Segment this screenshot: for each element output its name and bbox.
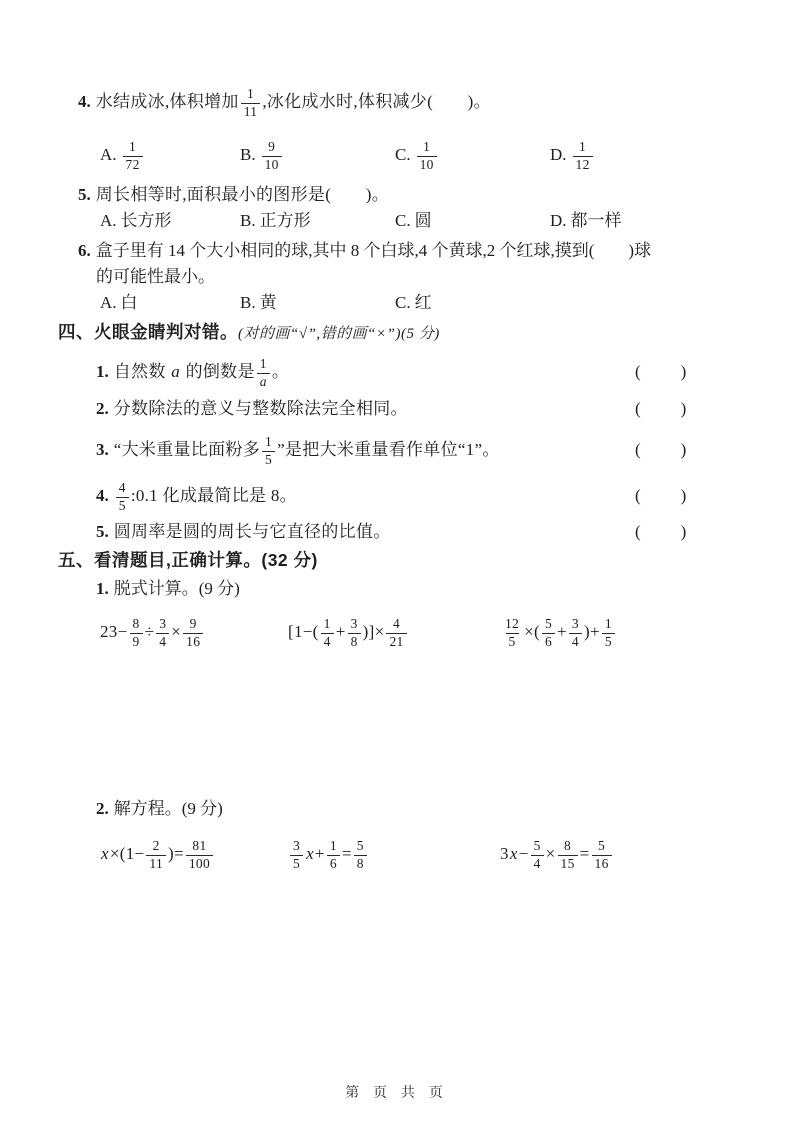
part-2-label	[0, 796, 793, 822]
option-label: B.	[240, 145, 256, 164]
question-6-options	[0, 290, 793, 316]
equation-1: x×(1− $\frac{2}{11}$ )= $\frac{81}{100}$	[100, 822, 215, 886]
item-text: 分数除法的意义与整数除法完全相同。	[113, 399, 408, 418]
option-label: A.	[100, 293, 117, 312]
option-value: 都一样	[570, 211, 622, 230]
option-value: 长方形	[120, 211, 172, 230]
q5-option-c	[395, 208, 432, 234]
q4-option-a	[100, 132, 145, 178]
section-title: 四、火眼金睛判对错。	[58, 322, 238, 342]
option-label: A.	[100, 211, 117, 230]
answer-blank: ( )	[635, 440, 689, 459]
answer-blank: ( )	[635, 399, 689, 418]
q5-option-a	[100, 208, 172, 234]
option-label: B.	[240, 211, 256, 230]
solve-equations	[0, 822, 793, 886]
question-6-stem-line2	[0, 264, 793, 290]
part-text: 解方程。(9 分)	[113, 799, 223, 818]
question-6-stem-line1	[0, 238, 793, 264]
item-text: “大米重量比面粉多 $\frac{1}{5}$ ”是把大米重量看作单位“1”。	[113, 433, 500, 468]
part-number: 1.	[96, 579, 109, 598]
expression-2: [1−( $\frac{1}{4}$ + $\frac{3}{8}$ )]× $\frac{4}{21}$	[288, 600, 409, 664]
option-value: $\frac{9}{10}$	[260, 145, 284, 164]
section-subtitle: (对的画“√”,错的画“×”)(5 分)	[238, 326, 440, 342]
page-footer	[0, 1082, 793, 1102]
question-text: 的可能性最小。	[96, 267, 215, 286]
question-4-options	[0, 132, 793, 178]
q4-option-d	[550, 132, 595, 178]
page-footer-label: 第 页 共 页	[345, 1084, 448, 1100]
q4-option-c	[395, 132, 439, 178]
option-value: 黄	[259, 293, 277, 312]
item-text: 圆周率是圆的周长与它直径的比值。	[113, 522, 391, 541]
item-number: 4.	[96, 486, 109, 505]
part-1-label	[0, 576, 793, 602]
q4-option-b	[240, 132, 284, 178]
option-value: $\frac{1}{10}$	[415, 145, 439, 164]
item-number: 3.	[96, 440, 109, 459]
q5-option-b	[240, 208, 311, 234]
option-value: 白	[120, 293, 138, 312]
question-5-stem	[0, 182, 793, 208]
item-text: $\frac{4}{5}$ :0.1 化成最简比是 8。	[114, 486, 297, 505]
item-number: 2.	[96, 399, 109, 418]
judge-item-2	[0, 396, 793, 422]
item-number: 1.	[96, 362, 109, 381]
item-number: 5.	[96, 522, 109, 541]
expression-1: 23− $\frac{8}{9}$ ÷ $\frac{3}{4}$ × $\frac{9}{16}$	[100, 600, 205, 664]
question-5-options	[0, 208, 793, 234]
question-number: 5.	[78, 185, 91, 204]
question-4-stem	[0, 80, 793, 124]
question-text: 盒子里有 14 个大小相同的球,其中 8 个白球,4 个黄球,2 个红球,摸到( )球	[95, 241, 652, 260]
judge-item-3	[0, 428, 793, 472]
question-text: 周长相等时,面积最小的图形是( )。	[95, 185, 390, 204]
option-value: 红	[414, 293, 432, 312]
answer-blank: ( )	[635, 362, 689, 381]
option-label: D.	[550, 211, 567, 230]
option-value: 正方形	[259, 211, 311, 230]
q5-option-d	[550, 208, 622, 234]
section-title: 五、看清题目,正确计算。(32 分)	[58, 550, 318, 570]
equation-2: $\frac{3}{5}$ x+ $\frac{1}{6}$ = $\frac{5}{8}$	[288, 822, 369, 886]
question-number: 6.	[78, 241, 91, 260]
answer-blank: ( )	[635, 522, 689, 541]
option-value: $\frac{1}{72}$	[121, 145, 145, 164]
q6-option-a	[100, 290, 138, 316]
question-number: 4.	[78, 92, 91, 111]
q6-option-b	[240, 290, 277, 316]
part-text: 脱式计算。(9 分)	[113, 579, 240, 598]
calc-expressions	[0, 600, 793, 664]
judge-item-5	[0, 519, 793, 545]
section-4-header	[0, 318, 793, 346]
expression-3: $\frac{12}{5}$ ×( $\frac{5}{6}$ + $\frac{3}{4}$ )+ $\frac{1}{5}$	[500, 600, 617, 664]
section-5-header	[0, 546, 793, 574]
option-label: C.	[395, 211, 411, 230]
item-text: 自然数 a 的倒数是 $\frac{1}{a}$ 。	[113, 355, 290, 390]
question-text: 水结成冰,体积增加 $\frac{1}{11}$ ,冰化成水时,体积减少( )。	[95, 85, 491, 120]
option-value: $\frac{1}{12}$	[571, 145, 595, 164]
option-label: C.	[395, 293, 411, 312]
answer-blank: ( )	[635, 486, 689, 505]
option-value: 圆	[414, 211, 432, 230]
judge-item-1	[0, 350, 793, 394]
option-label: C.	[395, 145, 411, 164]
option-label: D.	[550, 145, 567, 164]
option-label: A.	[100, 145, 117, 164]
equation-3: 3x− $\frac{5}{4}$ × $\frac{8}{15}$ = $\frac{5}{16}$	[500, 822, 614, 886]
judge-item-4	[0, 474, 793, 518]
q6-option-c	[395, 290, 432, 316]
part-number: 2.	[96, 799, 109, 818]
option-label: B.	[240, 293, 256, 312]
